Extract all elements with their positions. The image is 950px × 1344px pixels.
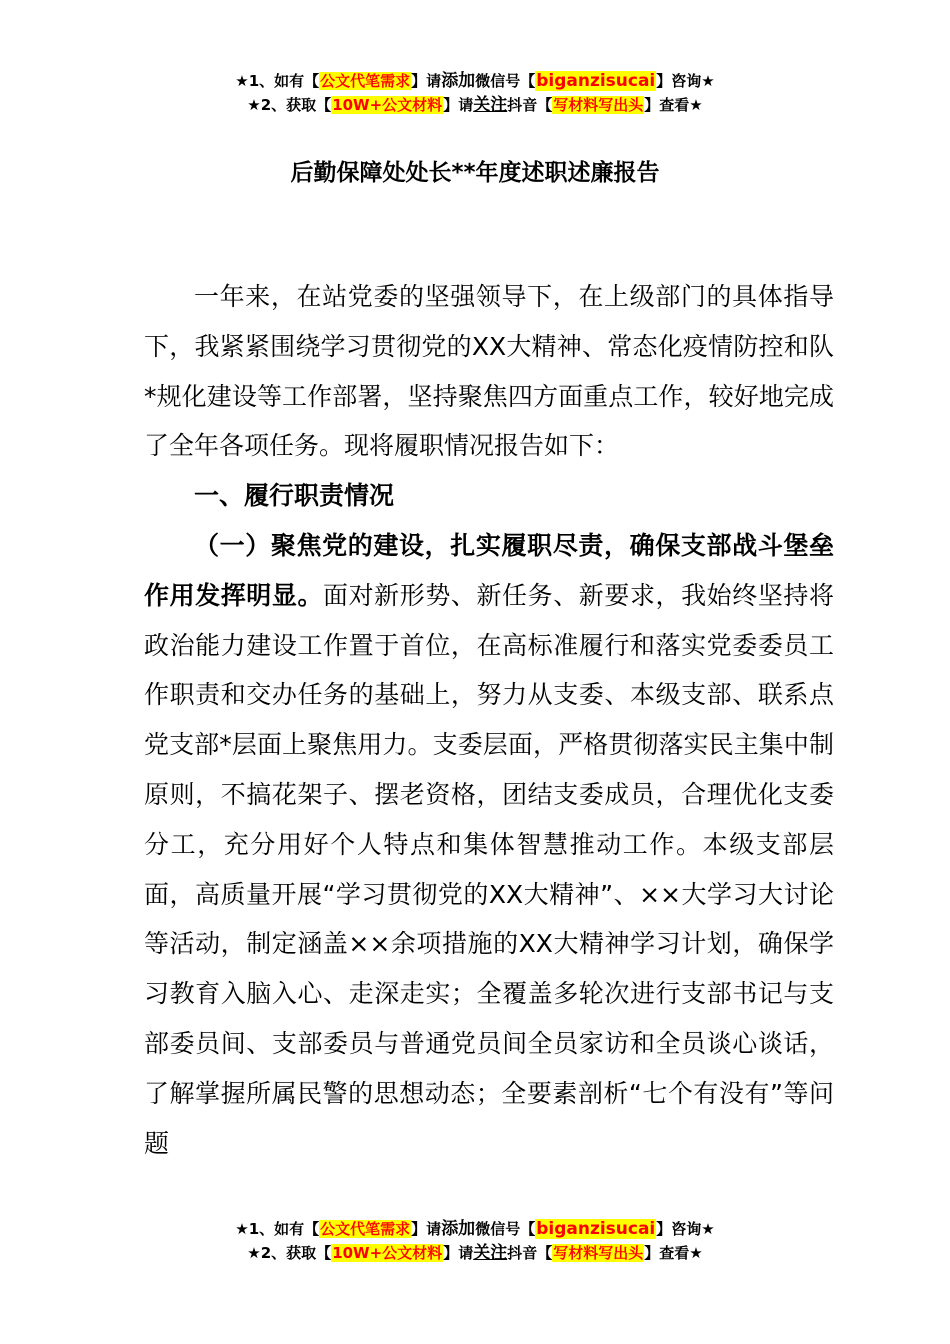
banner-text: 】咨询★ [656, 72, 715, 90]
banner-line-1 [0, 69, 950, 93]
banner-highlight: biganzisucai [536, 1219, 656, 1239]
banner-highlight: 10W+公文材料 [332, 1244, 443, 1262]
banner-line-2 [0, 93, 950, 117]
banner-text: 】请 [411, 1220, 442, 1238]
banner-highlight: 10W+公文材料 [332, 96, 443, 114]
document-body [144, 272, 834, 1168]
banner-emphasis: 添加 [441, 71, 476, 91]
banner-text: ★2、获取【 [247, 1244, 332, 1262]
banner-emphasis: 添加 [441, 1219, 476, 1239]
banner-emphasis: 关注 [473, 1243, 508, 1263]
banner-text: 】请 [443, 1244, 474, 1262]
banner-text: 微信号【 [475, 72, 536, 90]
section-heading: 一、履行职责情况 [194, 481, 395, 511]
banner-text: 】咨询★ [656, 1220, 715, 1238]
banner-emphasis: 关注 [473, 95, 508, 115]
banner-highlight: biganzisucai [536, 71, 656, 91]
subsection-body: 面对新形势、新任务、新要求，我始终坚持将政治能力建设工作置于首位，在高标准履行和落实党委委员工作职责和交办任务的基础上，努力从支委、本级支部、联系点党支部*层面上聚焦用力。支委层面，严格贯彻落实民主集中制原则，不搞花架子、摆老资格，团结支委成员，合理优化支委分工，充分用好个人特点和集体智慧推动工作。本级支部层面，高质量开展“学习贯彻党的XX大精神”、××大学习大讨论等活动，制定涵盖××余项措施的XX大精神学习计划，确保学习教育入脑入心、走深走实；全覆盖多轮次进行支部书记与支部委员间、支部委员与普通党员间全员家访和全员谈心谈话，了解掌握所属民警的思想动态；全要素剖析“七个有没有”等问题 [144, 580, 834, 1158]
banner-highlight: 公文代笔需求 [320, 72, 411, 90]
banner-line-1 [0, 1217, 950, 1241]
banner-text: ★1、如有【 [235, 1220, 320, 1238]
subsection-paragraph [144, 521, 834, 1168]
banner-text: 】请 [443, 96, 474, 114]
banner-text: 抖音【 [507, 1244, 553, 1262]
document-title: 后勤保障处处长**年度述职述廉报告 [290, 160, 660, 186]
banner-highlight: 公文代笔需求 [320, 1220, 411, 1238]
banner-text: ★1、如有【 [235, 72, 320, 90]
banner-line-2 [0, 1241, 950, 1265]
banner-text: 】请 [411, 72, 442, 90]
banner-text: 】查看★ [644, 96, 703, 114]
banner-text: 微信号【 [475, 1220, 536, 1238]
banner-text: 】查看★ [644, 1244, 703, 1262]
banner-text: ★2、获取【 [247, 96, 332, 114]
banner-highlight: 写材料写出头 [553, 96, 644, 114]
banner-highlight: 写材料写出头 [553, 1244, 644, 1262]
top-ad-banner [0, 69, 950, 117]
subsection-heading: （一）聚焦党的建设，扎实履职尽责，确保支部战斗堡垒作用发挥明显。 [144, 530, 834, 610]
intro-paragraph: 一年来，在站党委的坚强领导下，在上级部门的具体指导下，我紧紧围绕学习贯彻党的XX大精神、常态化疫情防控和队*规化建设等工作部署，坚持聚焦四方面重点工作，较好地完成了全年各项任务。现将履职情况报告如下： [144, 282, 834, 461]
bottom-ad-banner [0, 1217, 950, 1265]
banner-text: 抖音【 [507, 96, 553, 114]
